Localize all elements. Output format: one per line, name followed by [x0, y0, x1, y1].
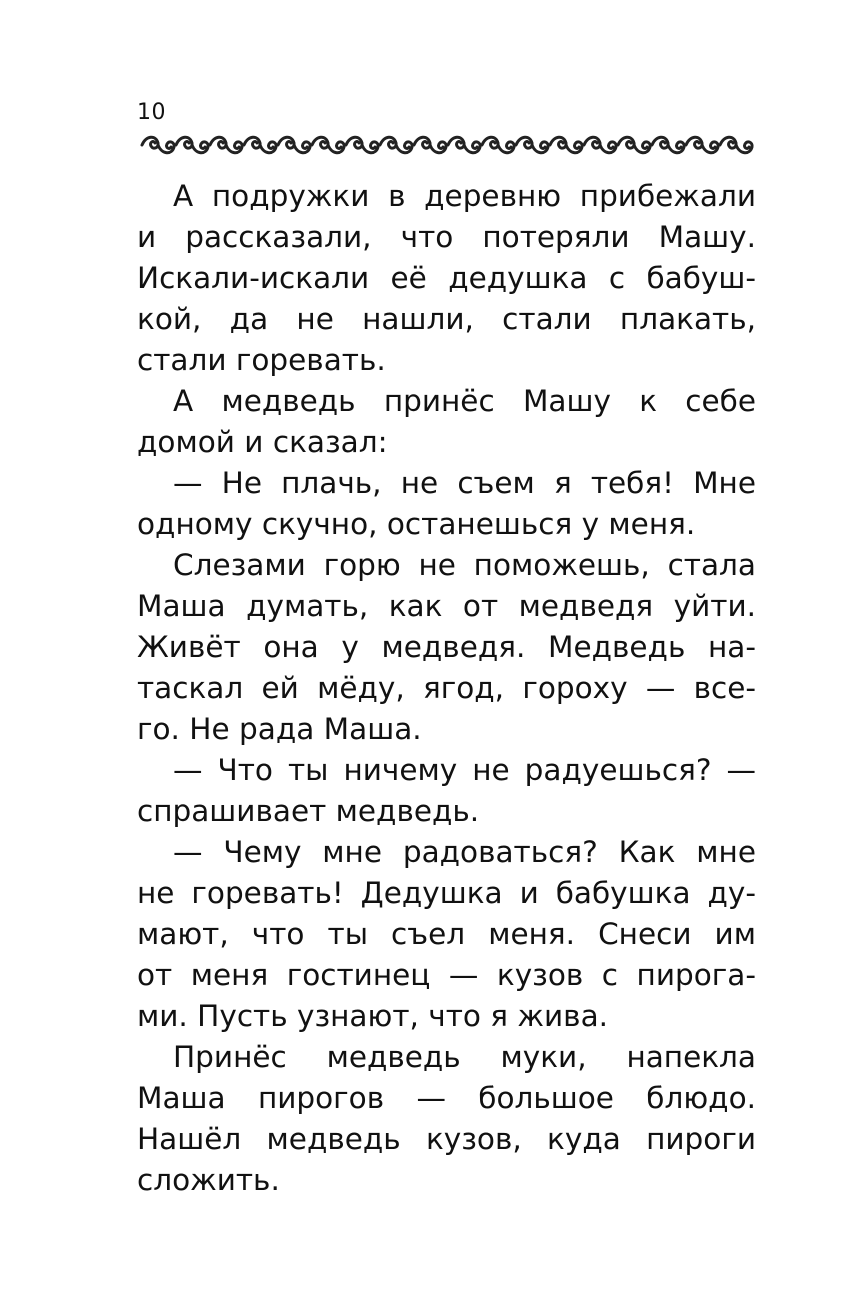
text-line: одному скучно, останешься у меня. [137, 507, 696, 541]
text-line: ми. Пусть узнают, что я жива. [137, 999, 609, 1033]
text-line: Принёс медведь муки, напекла [173, 1040, 756, 1074]
text-line: Слезами горю не поможешь, стала [173, 548, 756, 582]
story-text [137, 176, 756, 1201]
text-line: кой, да не нашли, стали плакать, [137, 302, 756, 336]
text-line: Нашёл медведь кузов, куда пироги [137, 1122, 756, 1156]
paragraph [137, 463, 756, 545]
text-line: домой и сказал: [137, 425, 388, 459]
text-line: го. Не рада Маша. [137, 712, 422, 746]
paragraph [137, 176, 756, 381]
text-line: Маша думать, как от медведя уйти. [137, 589, 756, 623]
paragraph [137, 545, 756, 750]
paragraph [137, 381, 756, 463]
text-line: не горевать! Дедушка и бабушка ду- [137, 876, 756, 910]
text-line: — Что ты ничему не радуешься? — [173, 753, 756, 787]
paragraph [137, 750, 756, 832]
text-line: — Не плачь, не съем я тебя! Мне [173, 466, 756, 500]
text-line: — Чему мне радоваться? Как мне [173, 835, 756, 869]
text-line: Искали-искали её дедушка с бабуш- [137, 261, 756, 295]
text-line: и рассказали, что потеряли Машу. [137, 220, 756, 254]
text-line: Маша пирогов — большое блюдо. [137, 1081, 756, 1115]
text-line: Живёт она у медведя. Медведь на- [137, 630, 756, 664]
page-number: 10 [137, 100, 166, 125]
text-line: спрашивает медведь. [137, 794, 480, 828]
text-line: стали горевать. [137, 343, 386, 377]
text-line: А медведь принёс Машу к себе [173, 384, 756, 418]
paragraph [137, 832, 756, 1037]
text-line: таскал ей мёду, ягод, гороху — все- [137, 671, 756, 705]
text-line: сложить. [137, 1163, 280, 1197]
paragraph [137, 1037, 756, 1201]
text-line: А подружки в деревню прибежали [173, 179, 756, 213]
decorative-border-ornament [135, 131, 757, 159]
text-line: от меня гостинец — кузов с пирога- [137, 958, 756, 992]
text-line: мают, что ты съел меня. Снеси им [137, 917, 756, 951]
